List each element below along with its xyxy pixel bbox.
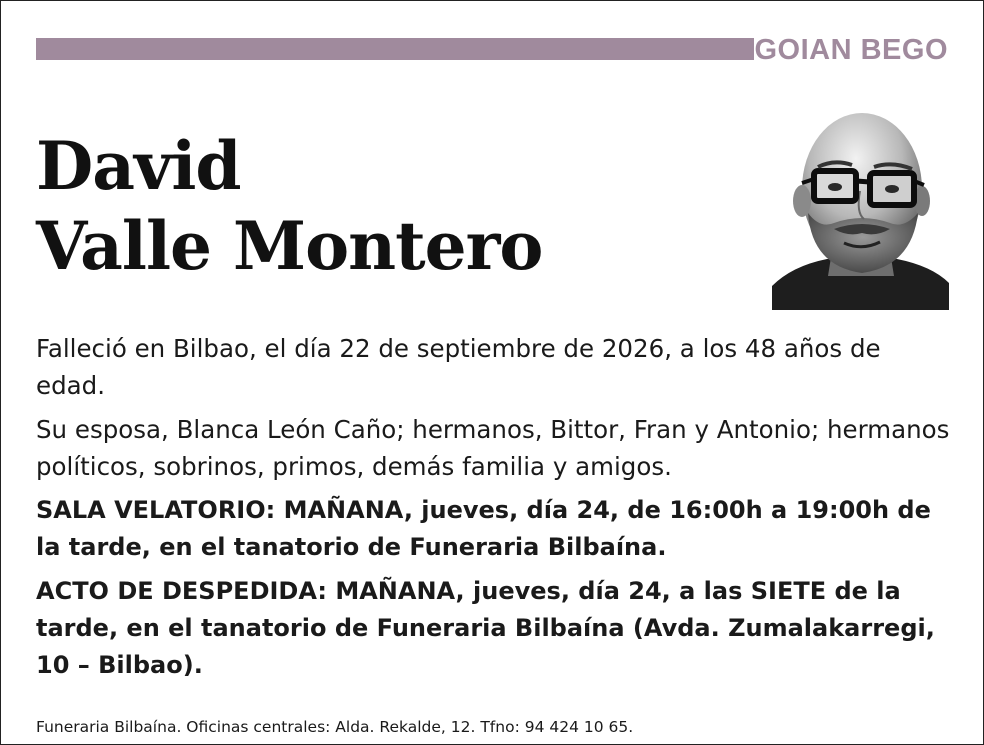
deceased-name <box>36 126 542 286</box>
deceased-surnames: Valle Montero <box>36 207 543 285</box>
header-bar <box>36 38 754 60</box>
notice-body <box>36 330 951 691</box>
portrait-photo <box>772 101 949 310</box>
death-announcement: Falleció en Bilbao, el día 22 de septiembre de 2026, a los 48 años de edad. <box>36 334 881 400</box>
farewell-details: ACTO DE DESPEDIDA: MAÑANA, jueves, día 24, a las SIETE de la tarde, en el tanatorio de Funeraria Bilbaína (Avda. Zumalakarregi, 10 – Bilbao). <box>36 577 935 679</box>
funeral-home-footer: Funeraria Bilbaína. Oficinas centrales: Alda. Rekalde, 12. Tfno: 94 424 10 65. <box>36 718 634 736</box>
deceased-first-name: David <box>36 127 241 205</box>
section-label: GOIAN BEGO <box>754 34 948 66</box>
wake-details: SALA VELATORIO: MAÑANA, jueves, día 24, de 16:00h a 19:00h de la tarde, en el tanatorio de Funeraria Bilbaína. <box>36 496 931 561</box>
family-list: Su esposa, Blanca León Caño; hermanos, Bittor, Fran y Antonio; hermanos políticos, sobrinos, primos, demás familia y amigos. <box>36 415 950 481</box>
